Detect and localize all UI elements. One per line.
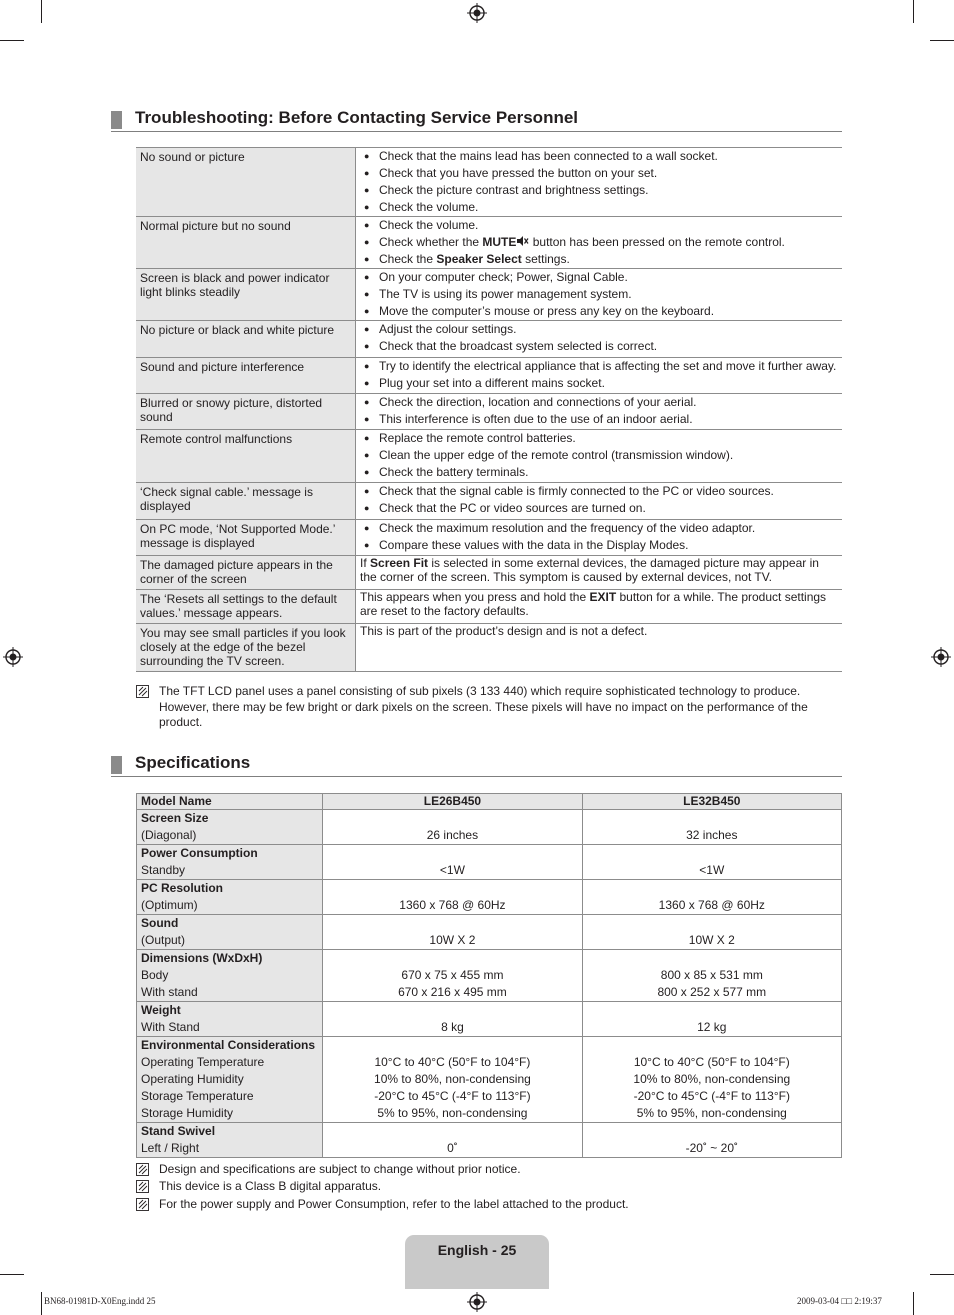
- solution-cell: This is part of the product’s design and is not a defect.: [356, 624, 843, 672]
- problem-cell: Sound and picture interference: [136, 358, 356, 394]
- list-item: ● Check that the PC or video sources are turned on.: [360, 500, 838, 517]
- spec-value: 670 x 216 x 495 mm: [398, 985, 507, 999]
- spec-value: 10°C to 40°C (50°F to 104°F): [633, 1055, 790, 1069]
- table-row: [137, 1123, 842, 1158]
- spec-group-name: Power Consumption: [141, 846, 258, 860]
- list-item: ● Replace the remote control batteries.: [360, 430, 838, 447]
- list-item: ● Clean the upper edge of the remote control (transmission window).: [360, 447, 838, 464]
- spec-value-a: [323, 950, 582, 1002]
- panel-note: [136, 684, 826, 731]
- page-number-tab: [405, 1235, 549, 1289]
- spec-note: [136, 1179, 826, 1195]
- date-slug: 2009-03-04 □□ 2:19:37: [797, 1296, 882, 1306]
- table-row: [136, 321, 842, 358]
- solution-text-pre: This appears when you press and hold the: [360, 590, 590, 604]
- registration-mark-icon: [467, 3, 487, 23]
- list-item: ● Check that you have pressed the button on your set.: [360, 165, 838, 182]
- registration-mark-icon: [931, 647, 951, 667]
- solution-text-pre: If: [360, 556, 371, 570]
- speaker-keyword: Speaker Select: [436, 252, 522, 266]
- spec-item-label: With Stand: [141, 1020, 200, 1034]
- header-model-b: LE32B450: [582, 794, 841, 810]
- crop-mark: [930, 40, 954, 41]
- table-row: [136, 430, 842, 483]
- spec-value-b: 12 kg: [582, 1002, 841, 1037]
- spec-item-label: (Optimum): [141, 898, 198, 912]
- spec-value: 800 x 252 x 577 mm: [657, 985, 767, 999]
- table-row: [136, 624, 842, 672]
- spec-item-label: (Output): [141, 933, 186, 947]
- list-item: ● Check the direction, location and connections of your aerial.: [360, 394, 838, 411]
- spec-label: [137, 1002, 323, 1037]
- list-item: [360, 234, 838, 251]
- table-row: [137, 915, 842, 950]
- troubleshooting-title: Troubleshooting: Before Contacting Service Personnel: [135, 108, 579, 127]
- spec-item-label: Body: [141, 968, 169, 982]
- problem-cell: The damaged picture appears in the corner of the screen: [136, 556, 356, 590]
- spec-value: 10% to 80%, non-condensing: [633, 1072, 791, 1086]
- header-model-a: LE26B450: [323, 794, 582, 810]
- spec-label: [137, 810, 323, 845]
- problem-cell: Screen is black and power indicator light blinks steadily: [136, 269, 356, 321]
- page-number: English - 25: [437, 1242, 517, 1258]
- crop-mark: [0, 1274, 24, 1275]
- spec-group-name: Environmental Considerations: [141, 1038, 316, 1052]
- crop-mark: [41, 1292, 42, 1315]
- list-item: ● Check the battery terminals.: [360, 464, 838, 481]
- table-row: [136, 590, 842, 624]
- spec-value: 5% to 95%, non-condensing: [377, 1106, 528, 1120]
- spec-label: [137, 950, 323, 1002]
- table-row: [136, 358, 842, 394]
- note-text: Design and specifications are subject to change without prior notice.: [159, 1162, 521, 1176]
- heading-bar: [111, 111, 122, 129]
- spec-value: 670 x 75 x 455 mm: [401, 968, 504, 982]
- spec-label: [137, 880, 323, 915]
- list-item: ● Check the volume.: [360, 217, 838, 234]
- solution-cell: [356, 520, 843, 556]
- spec-group-name: Stand Swivel: [141, 1124, 216, 1138]
- spec-note: [136, 1197, 826, 1213]
- spec-value-a: 0˚: [323, 1123, 582, 1158]
- note-icon: [136, 685, 149, 698]
- list-item: ● On your computer check; Power, Signal Cable.: [360, 269, 838, 286]
- list-item: ● Move the computer’s mouse or press any key on the keyboard.: [360, 303, 838, 320]
- solution-cell: [356, 217, 843, 269]
- spec-value: -20°C to 45°C (-4°F to 113°F): [374, 1089, 531, 1103]
- list-item: [360, 251, 838, 268]
- spec-value: 10% to 80%, non-condensing: [374, 1072, 531, 1086]
- spec-item-label: Left / Right: [141, 1141, 200, 1155]
- problem-cell: ‘Check signal cable.’ message is displayed: [136, 483, 356, 520]
- table-row: [137, 880, 842, 915]
- specifications-table: [136, 793, 842, 1158]
- specifications-heading: [111, 754, 842, 777]
- problem-cell: Blurred or snowy picture, distorted sound: [136, 394, 356, 430]
- list-item: ● Check the picture contrast and brightness settings.: [360, 182, 838, 199]
- spec-value: 5% to 95%, non-condensing: [636, 1106, 787, 1120]
- solution-cell: [356, 394, 843, 430]
- spec-note: [136, 1162, 826, 1178]
- mute-text-post: button has been pressed on the remote control.: [529, 235, 785, 249]
- crop-mark: [913, 1292, 914, 1315]
- spec-group-name: Dimensions (WxDxH): [141, 951, 263, 965]
- mute-text-pre: Check whether the: [379, 235, 483, 249]
- table-row: [137, 1002, 842, 1037]
- spec-value-b: 1360 x 768 @ 60Hz: [582, 880, 841, 915]
- spec-value-a: <1W: [323, 845, 582, 880]
- spec-item-label: (Diagonal): [141, 828, 197, 842]
- list-item: ● This interference is often due to the use of an indoor aerial.: [360, 411, 838, 428]
- speaker-text-post: settings.: [521, 252, 570, 266]
- problem-cell: The ‘Resets all settings to the default values.’ message appears.: [136, 590, 356, 624]
- spec-item-label: Operating Humidity: [141, 1072, 244, 1086]
- spec-value-b: [582, 1037, 841, 1123]
- note-text: This device is a Class B digital apparatus.: [159, 1179, 382, 1193]
- spec-label: [137, 915, 323, 950]
- list-item: ● Check that the signal cable is firmly connected to the PC or video sources.: [360, 483, 838, 500]
- table-row: [136, 483, 842, 520]
- spec-value-a: 10W X 2: [323, 915, 582, 950]
- spec-value-a: 1360 x 768 @ 60Hz: [323, 880, 582, 915]
- spec-value: 800 x 85 x 531 mm: [660, 968, 763, 982]
- list-item: ● Check that the mains lead has been connected to a wall socket.: [360, 148, 838, 165]
- table-row: [136, 217, 842, 269]
- spec-item-label: Storage Temperature: [141, 1089, 254, 1103]
- problem-cell: No sound or picture: [136, 148, 356, 217]
- table-row: [137, 950, 842, 1002]
- troubleshooting-table: [136, 147, 842, 672]
- troubleshooting-heading: [111, 109, 842, 132]
- table-row: [136, 269, 842, 321]
- table-row: [137, 845, 842, 880]
- table-row: [136, 520, 842, 556]
- problem-cell: On PC mode, ‘Not Supported Mode.’ message is displayed: [136, 520, 356, 556]
- speaker-text-pre: Check the: [379, 252, 437, 266]
- solution-cell: [356, 556, 843, 590]
- exit-keyword: EXIT: [589, 590, 617, 604]
- list-item: ● Check that the broadcast system selected is correct.: [360, 338, 838, 355]
- solution-cell: [356, 269, 843, 321]
- spec-value: 10°C to 40°C (50°F to 104°F): [374, 1055, 531, 1069]
- crop-mark: [0, 40, 24, 41]
- solution-text-post: is selected in some external devices, the damaged picture may appear in the corner of the screen. This symptom is caused by external devices, not TV.: [360, 556, 819, 584]
- spec-value-b: 10W X 2: [582, 915, 841, 950]
- spec-value-b: [582, 950, 841, 1002]
- table-row: [136, 394, 842, 430]
- registration-mark-icon: [3, 647, 23, 667]
- problem-cell: No picture or black and white picture: [136, 321, 356, 358]
- solution-cell: [356, 590, 843, 624]
- spec-item-label: Operating Temperature: [141, 1055, 265, 1069]
- spec-group-name: PC Resolution: [141, 881, 224, 895]
- table-header-row: [137, 794, 842, 810]
- table-row: [137, 1037, 842, 1123]
- list-item: ● The TV is using its power management system.: [360, 286, 838, 303]
- spec-label: [137, 1037, 323, 1123]
- list-item: ● Try to identify the electrical appliance that is affecting the set and move it further away.: [360, 358, 838, 375]
- spec-item-label: Storage Humidity: [141, 1106, 234, 1120]
- spec-group-name: Screen Size: [141, 811, 209, 825]
- solution-text-post: button for a while. The product settings are reset to the factory defaults.: [360, 590, 827, 618]
- solution-cell: [356, 358, 843, 394]
- mute-keyword: MUTE: [482, 235, 517, 249]
- solution-cell: [356, 430, 843, 483]
- list-item: ● Plug your set into a different mains socket.: [360, 375, 838, 392]
- spec-value-b: <1W: [582, 845, 841, 880]
- list-item: ● Compare these values with the data in the Display Modes.: [360, 537, 838, 554]
- note-text: The TFT LCD panel uses a panel consisting of sub pixels (3 133 440) which require sophisticated technology to produce. However, there may be few bright or dark pixels on the screen. These pixels will have no impact on the performance of the product.: [159, 684, 808, 729]
- crop-mark: [930, 1274, 954, 1275]
- header-label: Model Name: [137, 794, 323, 810]
- crop-mark: [913, 0, 914, 23]
- registration-mark-icon: [467, 1292, 487, 1312]
- spec-label: [137, 845, 323, 880]
- list-item: ● Check the volume.: [360, 199, 838, 216]
- spec-value-a: 8 kg: [323, 1002, 582, 1037]
- spec-item-label: Standby: [141, 863, 186, 877]
- spec-group-name: Weight: [141, 1003, 181, 1017]
- spec-value-b: -20˚ ~ 20˚: [582, 1123, 841, 1158]
- problem-cell: You may see small particles if you look closely at the edge of the bezel surrounding the TV screen.: [136, 624, 356, 672]
- note-text: For the power supply and Power Consumption, refer to the label attached to the product.: [159, 1197, 629, 1211]
- spec-item-label: With stand: [141, 985, 198, 999]
- note-icon: [136, 1198, 149, 1211]
- solution-cell: [356, 148, 843, 217]
- list-item: ● Adjust the colour settings.: [360, 321, 838, 338]
- table-row: [136, 556, 842, 590]
- problem-cell: Remote control malfunctions: [136, 430, 356, 483]
- table-row: [137, 810, 842, 845]
- spec-value-a: 26 inches: [323, 810, 582, 845]
- spec-group-name: Sound: [141, 916, 179, 930]
- note-icon: [136, 1180, 149, 1193]
- spec-value: -20°C to 45°C (-4°F to 113°F): [633, 1089, 790, 1103]
- crop-mark: [41, 0, 42, 23]
- mute-icon: [516, 235, 529, 247]
- screen-fit-keyword: Screen Fit: [370, 556, 429, 570]
- spec-value-a: [323, 1037, 582, 1123]
- heading-bar: [111, 756, 122, 774]
- spec-value-b: 32 inches: [582, 810, 841, 845]
- note-icon: [136, 1163, 149, 1176]
- list-item: ● Check the maximum resolution and the frequency of the video adaptor.: [360, 520, 838, 537]
- solution-cell: [356, 321, 843, 358]
- specifications-title: Specifications: [135, 753, 251, 772]
- solution-cell: [356, 483, 843, 520]
- table-row: [136, 148, 842, 217]
- problem-cell: Normal picture but no sound: [136, 217, 356, 269]
- spec-label: [137, 1123, 323, 1158]
- file-slug: BN68-01981D-X0Eng.indd 25: [44, 1296, 156, 1306]
